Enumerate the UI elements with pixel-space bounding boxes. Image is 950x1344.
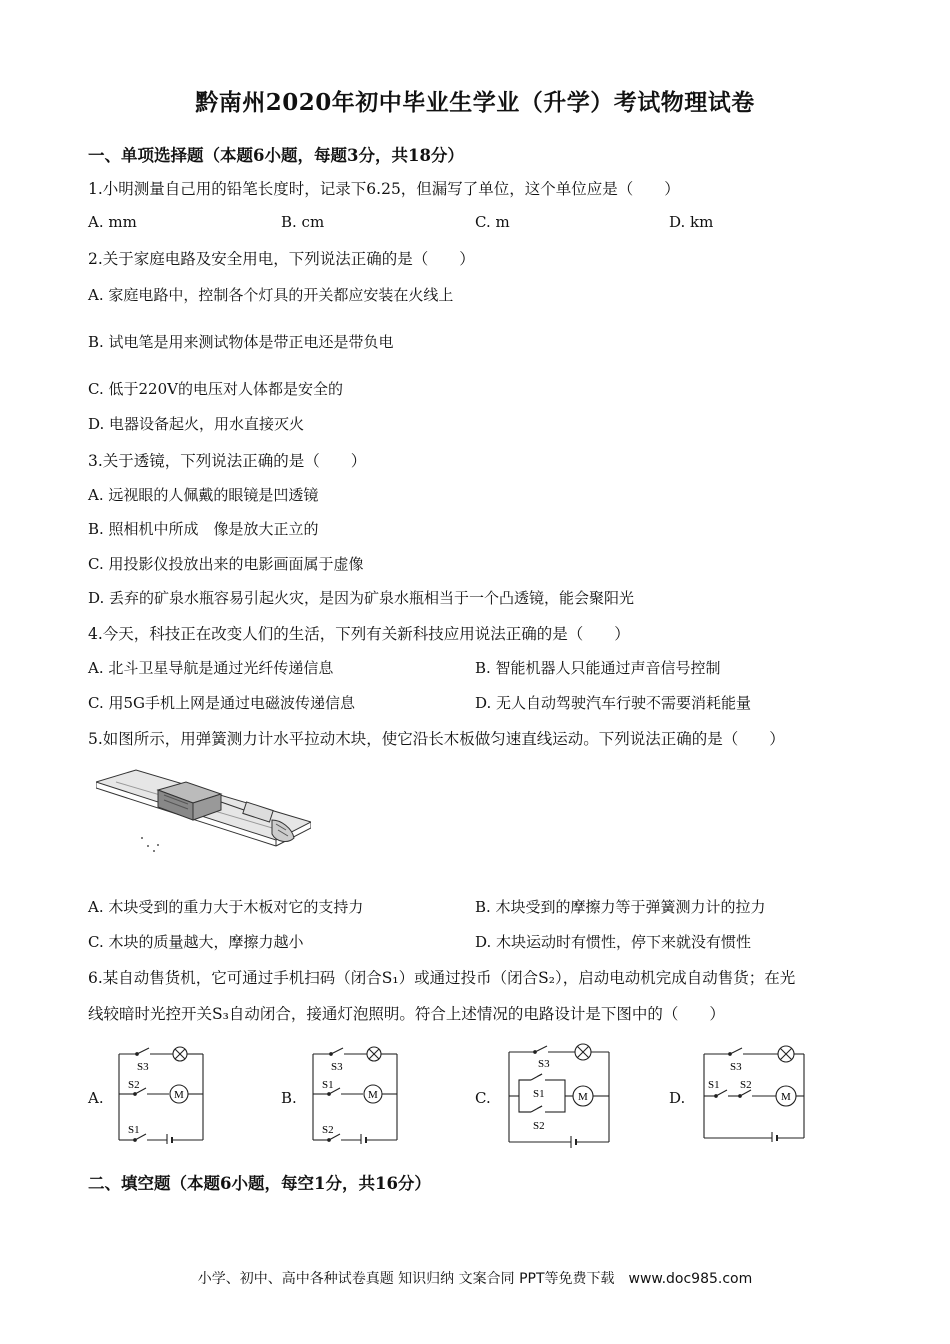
q1-option-a: A. mm [88,213,137,231]
b-s2-label: S2 [322,1124,334,1136]
question-2-stem: 2.关于家庭电路及安全用电，下列说法正确的是（ ） [88,250,475,268]
q6-option-a-label: A. [88,1089,104,1107]
question-1-stem: 1.小明测量自己用的铅笔长度时，记录下6.25，但漏写了单位，这个单位应是（ ） [88,180,680,198]
q4-option-d: D. 无人自动驾驶汽车行驶不需要消耗能量 [475,694,752,712]
q4-option-b: B. 智能机器人只能通过声音信号控制 [475,659,721,677]
q5-option-a: A. 木块受到的重力大于木板对它的支持力 [88,898,364,916]
section-1-heading: 一、单项选择题（本题6小题，每题3分，共18分） [88,146,464,165]
q6-option-c-label: C. [475,1089,491,1107]
q2-option-d: D. 电器设备起火，用水直接灭火 [88,415,305,433]
q3-option-c: C. 用投影仪投放出来的电影画面属于虚像 [88,555,364,573]
a-s2-label: S2 [128,1079,140,1091]
exam-title: 黔南州2020年初中毕业生学业（升学）考试物理试卷 [195,89,755,116]
circuit-diagram-d [700,1042,812,1142]
question-5-stem: 5.如图所示，用弹簧测力计水平拉动木块，使它沿长木板做匀速直线运动。下列说法正确的是（ ） [88,730,785,748]
q2-option-c: C. 低于220V的电压对人体都是安全的 [88,380,343,398]
b-motor-label: M [368,1089,378,1101]
q5-option-d: D. 木块运动时有惯性，停下来就没有惯性 [475,933,752,951]
d-motor-label: M [781,1091,791,1103]
question-3-stem: 3.关于透镜，下列说法正确的是（ ） [88,452,367,470]
q5-option-b: B. 木块受到的摩擦力等于弹簧测力计的拉力 [475,898,766,916]
footer-text: 小学、初中、高中各种试卷真题 知识归纳 文案合同 PPT等免费下载 www.doc985.com [197,1271,753,1287]
d-s3-label: S3 [730,1061,742,1073]
q4-option-c: C. 用5G手机上网是通过电磁波传递信息 [88,694,356,712]
circuit-diagram-c [505,1040,615,1148]
c-motor-label: M [578,1091,588,1103]
c-s2-label: S2 [533,1120,545,1132]
circuit-diagram-a [115,1044,210,1144]
q4-option-a: A. 北斗卫星导航是通过光纤传递信息 [88,659,334,677]
q3-option-a: A. 远视眼的人佩戴的眼镜是凹透镜 [88,486,319,504]
q5-option-c: C. 木块的质量越大，摩擦力越小 [88,933,304,951]
a-motor-label: M [174,1089,184,1101]
q6-option-b-label: B. [281,1089,297,1107]
q1-option-b: B. cm [281,213,325,231]
b-s3-label: S3 [331,1061,343,1073]
q3-option-d: D. 丢弃的矿泉水瓶容易引起火灾，是因为矿泉水瓶相当于一个凸透镜，能会聚阳光 [88,589,635,607]
q3-option-b: B. 照相机中所成 像是放大正立的 [88,520,319,538]
question-6-stem-line-1: 6.某自动售货机，它可通过手机扫码（闭合S₁）或通过投币（闭合S₂），启动电动机完成自动售货；在光 [88,969,796,987]
c-s1-label: S1 [533,1088,545,1100]
q1-option-d: D. km [669,213,714,231]
question-6-stem-line-2: 线较暗时光控开关S₃自动闭合，接通灯泡照明。符合上述情况的电路设计是下图中的（ ） [88,1005,725,1023]
q2-option-a: A. 家庭电路中，控制各个灯具的开关都应安装在火线上 [88,286,454,304]
question-4-stem: 4.今天，科技正在改变人们的生活，下列有关新科技应用说法正确的是（ ） [88,625,630,643]
a-s1-label: S1 [128,1124,140,1136]
c-s3-label: S3 [538,1058,550,1070]
q2-option-b: B. 试电笔是用来测试物体是带正电还是带负电 [88,333,394,351]
a-s3-label: S3 [137,1061,149,1073]
q1-option-c: C. m [475,213,510,231]
spring-scale-block-figure [96,762,311,862]
d-s1-label: S1 [708,1079,720,1091]
section-2-heading: 二、填空题（本题6小题，每空1分，共16分） [88,1174,431,1193]
q6-option-d-label: D. [669,1089,686,1107]
b-s1-label: S1 [322,1079,334,1091]
d-s2-label: S2 [740,1079,752,1091]
circuit-diagram-b [309,1044,404,1144]
